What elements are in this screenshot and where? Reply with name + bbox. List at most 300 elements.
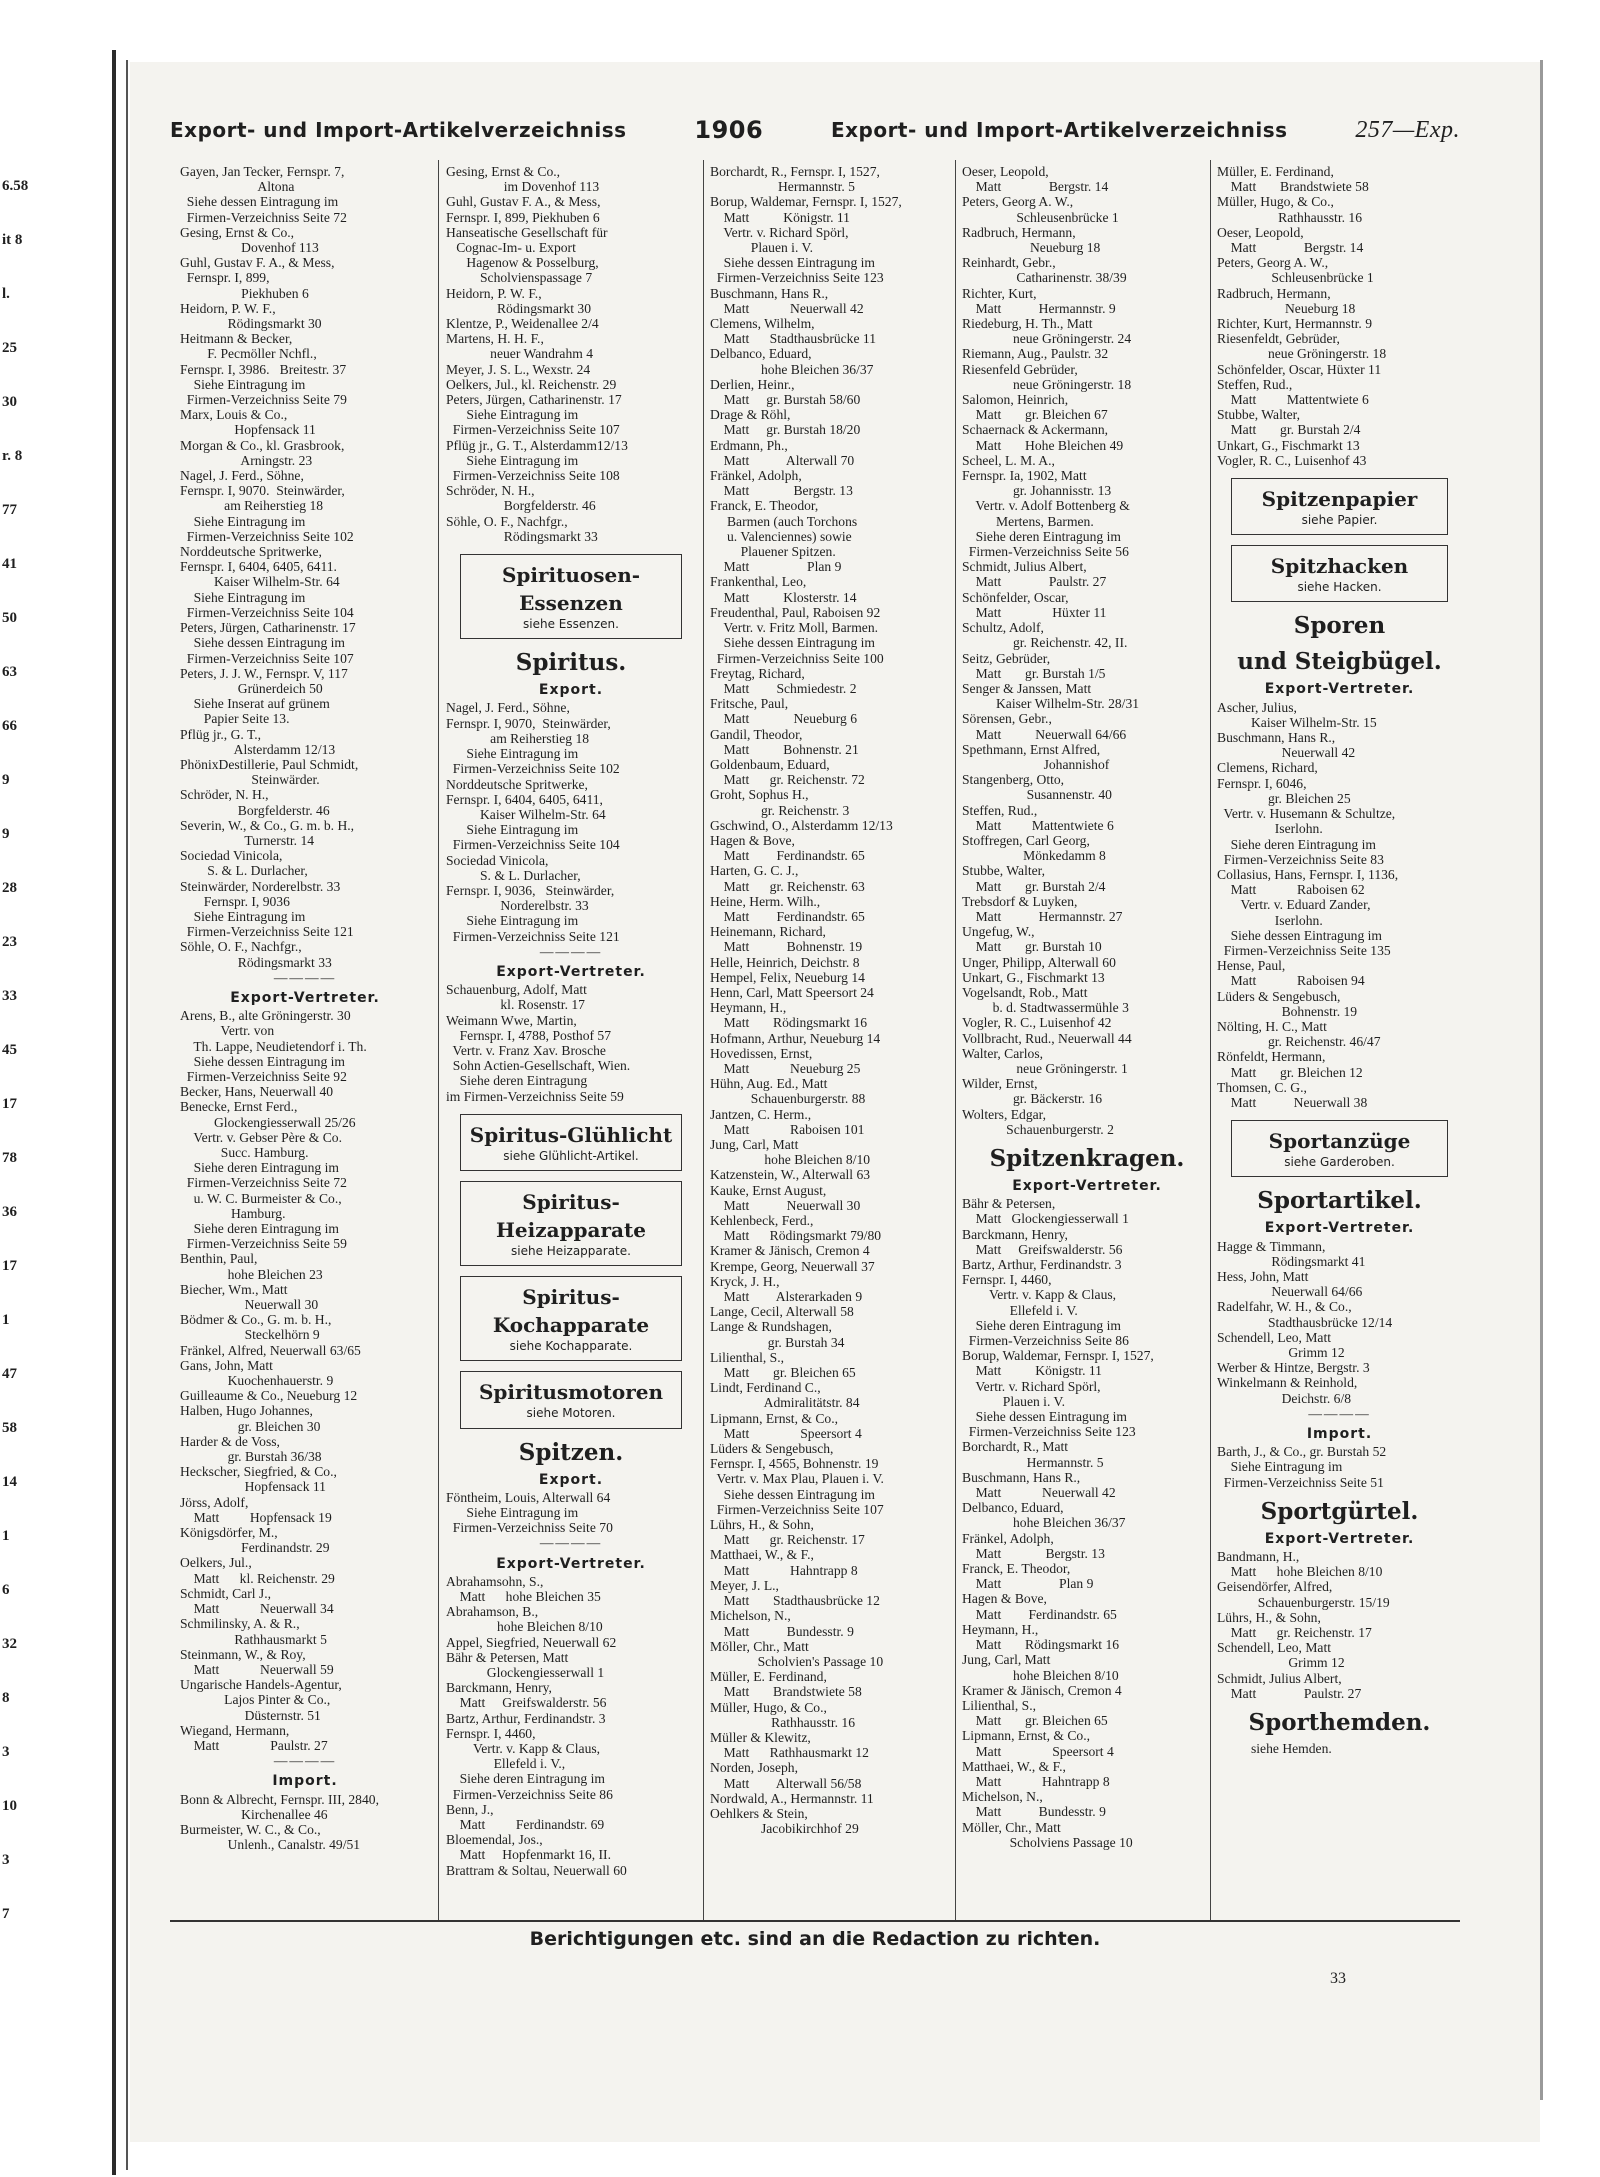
- directory-entry-line: Matt gr. Reichenstr. 72: [710, 772, 865, 788]
- directory-entry-line: gr. Reichenstr. 3: [710, 802, 850, 818]
- directory-entry-line: Vertr. v. Kapp & Claus,: [446, 1741, 601, 1757]
- edge-fragment: 8: [2, 1690, 10, 1706]
- directory-entry-line: Firmen-Verzeichniss Seite 123: [962, 1424, 1136, 1440]
- directory-entry-line: Vertr. v. Max Plau, Plauen i. V.: [710, 1471, 884, 1487]
- edge-fragment: 9: [2, 826, 10, 842]
- directory-entry-line: gr. Johannisstr. 13: [962, 483, 1112, 499]
- directory-entry-line: Matt Königstr. 11: [710, 209, 850, 225]
- directory-entry-line: Matt Greifswalderstr. 56: [962, 1241, 1123, 1257]
- directory-entry-line: neue Gröningerstr. 18: [962, 376, 1132, 392]
- directory-entry-line: Hagenow & Posselburg,: [446, 255, 599, 271]
- edge-fragment: 1: [2, 1312, 10, 1328]
- edge-fragment: 9: [2, 772, 10, 788]
- directory-entry-line: Barmen (auch Torchons: [710, 513, 858, 529]
- directory-entry-line: Radbruch, Hermann,: [962, 224, 1076, 240]
- directory-entry-line: Winkelmann & Reinhold,: [1217, 1375, 1358, 1391]
- directory-entry-line: Hovedissen, Ernst,: [710, 1045, 813, 1061]
- directory-entry-line: Neuerwall 42: [1217, 745, 1356, 761]
- directory-entry-line: Schendell, Leo, Matt: [1217, 1640, 1332, 1656]
- footer-rule: [170, 1920, 1460, 1922]
- page-binding-edge-inner: [126, 60, 128, 2170]
- directory-entry-line: Stubbe, Walter,: [962, 863, 1046, 879]
- directory-entry-line: Schauenburg, Adolf, Matt: [446, 982, 587, 998]
- directory-entry-line: Wilder, Ernst,: [962, 1076, 1038, 1092]
- directory-entry-line: Gayen, Jan Tecker, Fernspr. 7,: [180, 164, 345, 179]
- directory-entry-line: Meyer, J. S. L., Wexstr. 24: [446, 361, 591, 377]
- directory-entry-line: gr. Burstah 34: [710, 1334, 845, 1350]
- directory-entry-line: Freytag, Richard,: [710, 665, 805, 681]
- directory-entry-line: Neueburg 18: [1217, 300, 1356, 316]
- edge-fragment: 23: [2, 934, 17, 950]
- directory-entry-line: Hermannstr. 5: [962, 1454, 1104, 1470]
- edge-fragment: 3: [2, 1852, 10, 1868]
- directory-entry-line: Harten, G. C. J.,: [710, 863, 799, 879]
- directory-entry-line: Matt Neuerwall 42: [962, 1485, 1116, 1501]
- directory-entry-line: Katzenstein, W., Alterwall 63: [710, 1167, 871, 1183]
- directory-entry-line: Siehe deren Eintragung im: [446, 1771, 605, 1787]
- directory-entry-line: Matt Glockengiesserwall 1: [962, 1211, 1129, 1227]
- directory-entry-line: Bloemendal, Jos.,: [446, 1832, 543, 1848]
- directory-entry-line: Heitmann & Becker,: [180, 331, 293, 347]
- directory-entry-line: Matt Bergstr. 13: [710, 483, 853, 499]
- directory-entry-line: Bähr & Petersen, Matt: [446, 1649, 569, 1665]
- directory-entry-line: Siehe dessen Eintragung im: [1217, 927, 1382, 943]
- directory-entry-line: Klentze, P., Weidenallee 2/4: [446, 316, 599, 332]
- directory-entry-line: hohe Bleichen 23: [180, 1266, 323, 1282]
- directory-entry-line: Nordwald, A., Hermannstr. 11: [710, 1790, 874, 1806]
- directory-entry-line: Matt kl. Reichenstr. 29: [180, 1570, 335, 1586]
- directory-entry-line: Matt Neueburg 6: [710, 711, 857, 727]
- directory-entry-line: Geisendörfer, Alfred,: [1217, 1579, 1333, 1595]
- directory-entry-line: Harder & de Voss,: [180, 1433, 280, 1449]
- directory-entry-line: Fernspr. I, 6404, 6405, 6411.: [180, 559, 337, 575]
- directory-entry-line: Schönfelder, Oscar,: [962, 589, 1069, 605]
- directory-entry-line: Matt hohe Bleichen 35: [446, 1589, 601, 1604]
- directory-entry-line: Kaiser Wilhelm-Str. 15: [1217, 714, 1377, 730]
- directory-entry-line: Delbanco, Eduard,: [710, 346, 812, 362]
- directory-entry-line: Scholviens Passage 10: [962, 1834, 1133, 1850]
- directory-entry-line: Hagen & Bove,: [710, 832, 795, 848]
- directory-entry-line: neue Gröningerstr. 18: [1217, 346, 1387, 362]
- directory-entry-line: Michelson, N.,: [710, 1608, 791, 1624]
- directory-entry-line: Firmen-Verzeichniss Seite 102: [446, 761, 620, 777]
- directory-entry-line: Lüders & Sengebusch,: [1217, 988, 1341, 1004]
- directory-entry-line: Jörss, Adolf,: [180, 1494, 249, 1510]
- edge-fragment: 1: [2, 1528, 10, 1544]
- directory-entry-line: Firmen-Verzeichniss Seite 92: [180, 1068, 347, 1084]
- column-divider: [438, 160, 439, 1920]
- directory-entry-line: Müller & Klewitz,: [710, 1729, 811, 1745]
- directory-entry-line: Siehe Eintragung im: [446, 746, 579, 762]
- directory-entry-line: Groht, Sophus H.,: [710, 787, 809, 803]
- edge-fragment: 77: [2, 502, 17, 518]
- directory-entry-line: Barckmann, Henry,: [962, 1226, 1068, 1242]
- directory-entry-line: Grünerdeich 50: [180, 680, 323, 696]
- directory-entry-line: Steinwärder.: [180, 772, 320, 788]
- directory-entry-line: Scholvienspassage 7: [446, 270, 593, 286]
- section-label: Export-Vertreter.: [496, 1555, 646, 1572]
- header-page-number: 257—Exp.: [1355, 116, 1460, 143]
- directory-entry-line: Lange, Cecil, Alterwall 58: [710, 1304, 854, 1320]
- edge-fragment: 66: [2, 718, 17, 734]
- directory-entry-line: Siehe Eintragung im: [180, 908, 306, 924]
- directory-entry-line: Siehe deren Eintragung im: [962, 1317, 1121, 1333]
- directory-entry-line: Jacobikirchhof 29: [710, 1821, 859, 1837]
- directory-entry-line: Gesing, Ernst & Co.,: [446, 164, 561, 179]
- directory-entry-line: Peters, J. J. W., Fernspr. V, 117: [180, 665, 348, 681]
- directory-entry-line: Vertr. v. Gebser Père & Co.: [180, 1129, 342, 1145]
- column-4: [962, 164, 1212, 1850]
- category-title: Spirituosen-Essenzen: [501, 563, 641, 616]
- directory-entry-line: Siehe dessen Eintragung im: [962, 1409, 1127, 1425]
- section-label: Export-Vertreter.: [230, 989, 380, 1006]
- directory-entry-line: Marx, Louis & Co.,: [180, 407, 288, 423]
- directory-entry-line: Matt Neuerwall 42: [710, 300, 864, 316]
- directory-entry-line: Müller, E. Ferdinand,: [1217, 164, 1334, 179]
- directory-entry-line: Norddeutsche Spritwerke,: [446, 776, 588, 792]
- category-title: Spitzenpapier: [1261, 487, 1418, 512]
- directory-entry-line: S. & L. Durlacher,: [180, 863, 308, 879]
- page-binding-edge: [112, 50, 116, 2175]
- directory-entry-line: Erdmann, Ph.,: [710, 437, 788, 453]
- directory-entry-line: Firmen-Verzeichniss Seite 83: [1217, 851, 1384, 867]
- directory-entry-line: Matt Ferdinandstr. 69: [446, 1817, 605, 1833]
- directory-entry-line: Fränkel, Adolph,: [962, 1530, 1054, 1546]
- directory-entry-line: im Dovenhof 113: [446, 179, 600, 195]
- category-box: [460, 1181, 682, 1266]
- directory-entry-line: Vertr. v. Richard Spörl,: [962, 1378, 1101, 1394]
- directory-entry-line: Krempe, Georg, Neuerwall 37: [710, 1258, 875, 1274]
- directory-entry-line: Iserlohn.: [1217, 821, 1323, 837]
- directory-entry-line: Vogler, R. C., Luisenhof 42: [962, 1015, 1112, 1031]
- directory-entry-line: Fritsche, Paul,: [710, 696, 789, 712]
- category-box: [1231, 545, 1448, 602]
- directory-entry-line: Matt Hahntrapp 8: [962, 1773, 1110, 1789]
- directory-entry-line: Kramer & Jänisch, Cremon 4: [710, 1243, 870, 1259]
- directory-entry-line: Mertens, Barmen.: [962, 513, 1094, 529]
- directory-entry-line: Lilienthal, S.,: [962, 1697, 1037, 1713]
- separator: ————: [539, 943, 603, 959]
- directory-entry-line: Firmen-Verzeichniss Seite 107: [180, 650, 354, 666]
- directory-entry-line: Martens, H. H. F.,: [446, 331, 544, 347]
- directory-entry-line: Matt Neueburg 25: [710, 1060, 861, 1076]
- directory-entry-line: Hagge & Timmann,: [1217, 1238, 1326, 1254]
- directory-entry-line: Freudenthal, Paul, Raboisen 92: [710, 604, 881, 620]
- directory-entry-line: Firmen-Verzeichniss Seite 135: [1217, 942, 1391, 958]
- directory-entry-line: Firmen-Verzeichniss Seite 86: [446, 1786, 613, 1802]
- directory-entry-line: Siehe dessen Eintragung im: [180, 635, 345, 651]
- category-reference: siehe Hacken.: [1297, 580, 1382, 595]
- directory-entry-line: Schauenburgerstr. 15/19: [1217, 1594, 1390, 1610]
- directory-entry-line: Matt Raboisen 101: [710, 1121, 865, 1137]
- directory-entry-line: Bandmann, H.,: [1217, 1549, 1300, 1565]
- directory-entry-line: Borchardt, R., Matt: [962, 1439, 1069, 1455]
- directory-entry-line: Siehe Eintragung im: [446, 407, 579, 423]
- directory-entry-line: Matt Neuerwall 34: [180, 1601, 334, 1617]
- footnote-number: 33: [1330, 1970, 1346, 1987]
- directory-entry-line: Matt gr. Burstah 18/20: [710, 422, 861, 438]
- directory-entry-line: Richter, Kurt,: [962, 285, 1037, 301]
- directory-entry-line: Hense, Paul,: [1217, 958, 1286, 974]
- directory-entry-line: Schaernack & Ackermann,: [962, 422, 1109, 438]
- directory-entry-line: Firmen-Verzeichniss Seite 107: [710, 1501, 884, 1517]
- category-title: Spiritusmotoren: [478, 1380, 664, 1405]
- column-divider: [1210, 160, 1211, 1920]
- directory-entry-line: Hopfensack 11: [180, 422, 316, 438]
- directory-entry-line: Matt Hermannstr. 9: [962, 300, 1116, 316]
- directory-entry-line: Matt Bohnenstr. 21: [710, 741, 859, 757]
- category-title: Spiritus-Heizapparate: [496, 1189, 646, 1242]
- directory-entry-line: Rödingsmarkt 41: [1217, 1253, 1366, 1269]
- directory-entry-line: neue Gröningerstr. 1: [962, 1060, 1128, 1076]
- directory-entry-line: Fernspr. I, 6404, 6405, 6411,: [446, 791, 603, 807]
- directory-entry-line: Glockengiesserwall 1: [446, 1665, 605, 1681]
- directory-entry-line: Alsterdamm 12/13: [180, 741, 336, 757]
- directory-entry-line: Siehe dessen Eintragung im: [710, 255, 875, 271]
- directory-entry-line: Plauener Spitzen.: [710, 544, 836, 560]
- category-title: Spitzhacken: [1270, 554, 1409, 579]
- edge-fragment: 6.58: [2, 178, 29, 194]
- directory-entry-line: Matt Mattentwiete 6: [1217, 392, 1369, 408]
- directory-entry-line: Borgfelderstr. 46: [446, 498, 596, 514]
- directory-entry-line: Kryck, J. H.,: [710, 1273, 780, 1289]
- directory-entry-line: Schröder, N. H.,: [446, 483, 535, 499]
- directory-entry-line: Pflüg jr., G. T.,: [180, 726, 262, 742]
- directory-entry-line: Oehlkers & Stein,: [710, 1805, 808, 1821]
- directory-entry-line: Matt Bergstr. 14: [1217, 240, 1364, 256]
- directory-entry-line: Jantzen, C. Herm.,: [710, 1106, 812, 1122]
- directory-entry-line: Radbruch, Hermann,: [1217, 285, 1331, 301]
- directory-entry-line: Matt Stadthausbrücke 11: [710, 331, 876, 347]
- directory-entry-line: Riedeburg, H. Th., Matt: [962, 316, 1093, 332]
- directory-entry-line: Matt gr. Bleichen 65: [710, 1365, 856, 1381]
- footer-notice: Berichtigungen etc. sind an die Redaction zu richten.: [529, 1928, 1101, 1950]
- directory-entry-line: Wolters, Edgar,: [962, 1106, 1047, 1122]
- directory-entry-line: Bartz, Arthur, Ferdinandstr. 3: [962, 1257, 1122, 1273]
- directory-entry-line: Möller, Chr., Matt: [710, 1638, 809, 1654]
- directory-entry-line: Kaiser Wilhelm-Str. 64: [180, 574, 340, 590]
- directory-entry-line: gr. Reichenstr. 42, II.: [962, 635, 1128, 651]
- directory-entry-line: Firmen-Verzeichniss Seite 108: [446, 468, 620, 484]
- directory-entry-line: Werber & Hintze, Bergstr. 3: [1217, 1360, 1370, 1376]
- directory-entry-line: Benecke, Ernst Ferd.,: [180, 1099, 298, 1115]
- directory-entry-line: Matt gr. Reichenstr. 63: [710, 878, 865, 894]
- directory-entry-line: Ascher, Julius,: [1217, 699, 1297, 715]
- directory-entry-line: Seitz, Gebrüder,: [962, 650, 1051, 666]
- directory-entry-line: Rödingsmarkt 33: [180, 954, 332, 970]
- directory-entry-line: Matt hohe Bleichen 8/10: [1217, 1564, 1383, 1580]
- directory-entry-line: Halben, Hugo Johannes,: [180, 1403, 313, 1419]
- column-3: [710, 164, 960, 1836]
- edge-fragment: 28: [2, 880, 17, 896]
- category-box: [1231, 1120, 1448, 1177]
- directory-entry-line: Gesing, Ernst & Co.,: [180, 224, 295, 240]
- column-1: [180, 164, 430, 1852]
- directory-entry-line: Unkart, G., Fischmarkt 13: [962, 969, 1105, 985]
- directory-entry-line: Fernspr. I, 4788, Posthof 57: [446, 1027, 612, 1043]
- category-box: [1231, 478, 1448, 535]
- directory-entry-line: Sohn Actien-Gesellschaft, Wien.: [446, 1058, 631, 1074]
- directory-entry-line: Fernspr. I, 4565, Bohnenstr. 19: [710, 1456, 879, 1472]
- category-heading: Spiritus.: [515, 649, 627, 677]
- directory-entry-line: PhönixDestillerie, Paul Schmidt,: [180, 756, 359, 772]
- directory-entry-line: Ungarische Handels-Agentur,: [180, 1677, 342, 1693]
- category-box: [460, 1276, 682, 1361]
- separator: ————: [273, 969, 337, 985]
- category-title: Spiritus-Kochapparate: [492, 1285, 650, 1338]
- directory-entry-line: Gans, John, Matt: [180, 1357, 273, 1373]
- directory-entry-line: Radelfahr, W. H., & Co.,: [1217, 1299, 1352, 1315]
- directory-entry-line: Rönfeldt, Hermann,: [1217, 1049, 1326, 1065]
- directory-entry-line: Nölting, H. C., Matt: [1217, 1018, 1327, 1034]
- directory-entry-line: Kauke, Ernst August,: [710, 1182, 827, 1198]
- directory-entry-line: Lüders & Sengebusch,: [710, 1441, 834, 1457]
- directory-entry-line: Fränkel, Adolph,: [710, 468, 802, 484]
- directory-entry-line: Matt Raboisen 62: [1217, 882, 1365, 898]
- directory-entry-line: Salomon, Heinrich,: [962, 392, 1069, 408]
- directory-entry-line: kl. Rosenstr. 17: [446, 997, 585, 1013]
- directory-entry-line: Gschwind, O., Alsterdamm 12/13: [710, 817, 893, 833]
- column-divider: [955, 160, 956, 1920]
- directory-entry-line: Matt Brandstwiete 58: [1217, 179, 1369, 195]
- directory-entry-line: Abrahamsohn, S.,: [446, 1573, 544, 1589]
- directory-entry-line: Firmen-Verzeichniss Seite 72: [180, 209, 347, 225]
- directory-entry-line: Matt Klosterstr. 14: [710, 589, 857, 605]
- directory-entry-line: Schmilinsky, A. & R.,: [180, 1616, 300, 1632]
- directory-entry-line: Matt Alterwall 70: [710, 452, 855, 468]
- directory-entry-line: Vertr. v. Fritz Moll, Barmen.: [710, 620, 879, 636]
- category-reference: siehe Kochapparate.: [509, 1339, 633, 1354]
- directory-entry-line: Succ. Hamburg.: [180, 1145, 309, 1160]
- edge-fragment: 41: [2, 556, 17, 572]
- directory-entry-line: Matt Bundesstr. 9: [710, 1623, 854, 1639]
- directory-entry-line: Dovenhof 113: [180, 240, 319, 256]
- category-heading: Sportartikel.: [1257, 1187, 1422, 1215]
- directory-entry-line: Fernspr. I, 3986. Breitestr. 37: [180, 361, 347, 377]
- category-title: Spiritus-Glühlicht: [469, 1122, 673, 1147]
- directory-entry-line: Matthaei, W., & F.,: [710, 1547, 814, 1563]
- category-box: [460, 1371, 682, 1428]
- directory-entry-line: Matt gr. Burstah 2/4: [962, 878, 1106, 894]
- directory-entry-line: Matt Hopfensack 19: [180, 1509, 332, 1525]
- directory-entry-line: Hopfensack 11: [180, 1479, 326, 1495]
- directory-entry-line: am Reiherstieg 18: [180, 498, 324, 514]
- directory-entry-line: Clemens, Richard,: [1217, 760, 1318, 776]
- directory-entry-line: Stangenberg, Otto,: [962, 772, 1065, 788]
- edge-fragment: 47: [2, 1366, 17, 1382]
- directory-entry-line: Abrahamson, B.,: [446, 1604, 539, 1620]
- directory-entry-line: Matt Bundesstr. 9: [962, 1804, 1106, 1820]
- directory-entry-line: Glockengiesserwall 25/26: [180, 1114, 356, 1130]
- directory-entry-line: Matt Hohe Bleichen 49: [962, 437, 1124, 453]
- directory-entry-line: Föntheim, Louis, Alterwall 64: [446, 1489, 611, 1505]
- directory-entry-line: Hempel, Felix, Neueburg 14: [710, 969, 865, 985]
- directory-entry-line: Siehe dessen Eintragung im: [710, 635, 875, 651]
- directory-entry-line: Hagen & Bove,: [962, 1591, 1047, 1607]
- directory-entry-line: Vertr. v. Franz Xav. Brosche: [446, 1042, 606, 1058]
- edge-fragment: 50: [2, 610, 17, 626]
- directory-entry-line: Sociedad Vinicola,: [446, 852, 549, 868]
- section-label: Export-Vertreter.: [1264, 1530, 1415, 1547]
- directory-entry-line: Firmen-Verzeichniss Seite 121: [446, 928, 620, 944]
- edge-fragment: 78: [2, 1150, 17, 1166]
- directory-entry-line: Guilleaume & Co., Neueburg 12: [180, 1388, 358, 1404]
- directory-entry-line: Delbanco, Eduard,: [962, 1500, 1064, 1516]
- directory-entry-line: Reinhardt, Gebr.,: [962, 255, 1056, 271]
- directory-entry-line: Kaiser Wilhelm-Str. 28/31: [962, 696, 1140, 712]
- edge-fragment: 6: [2, 1582, 10, 1598]
- directory-entry-line: gr. Bleichen 25: [1217, 790, 1351, 806]
- directory-entry-line: Steinmann, W., & Roy,: [180, 1646, 306, 1662]
- directory-entry-line: Ungefug, W.,: [962, 924, 1035, 940]
- directory-entry-line: Susannenstr. 40: [962, 787, 1112, 803]
- directory-entry-line: Iserlohn.: [1217, 912, 1323, 928]
- directory-entry-line: Schleusenbrücke 1: [1217, 270, 1374, 286]
- directory-entry-line: Severin, W., & Co., G. m. b. H.,: [180, 817, 355, 833]
- directory-entry-line: Siehe Eintragung im: [446, 1504, 579, 1520]
- directory-entry-line: Bonn & Albrecht, Fernspr. III, 2840,: [180, 1791, 379, 1807]
- directory-entry-line: Firmen-Verzeichniss Seite 121: [180, 924, 354, 940]
- directory-entry-line: Vertr. v. Kapp & Claus,: [962, 1287, 1117, 1303]
- directory-entry-line: Spethmann, Ernst Alfred,: [962, 741, 1101, 757]
- directory-entry-line: Schmidt, Carl J.,: [180, 1585, 272, 1601]
- directory-entry-line: Michelson, N.,: [962, 1789, 1043, 1805]
- directory-entry-line: Lilienthal, S.,: [710, 1349, 785, 1365]
- directory-entry-line: Pflüg jr., G. T., Alsterdamm12/13: [446, 437, 628, 453]
- directory-entry-line: Matt Ferdinandstr. 65: [710, 848, 865, 864]
- edge-fragment: 10: [2, 1798, 17, 1814]
- directory-entry-line: u. W. C. Burmeister & Co.,: [180, 1190, 342, 1206]
- directory-entry-line: Schönfelder, Oscar, Hüxter 11: [1217, 361, 1382, 377]
- directory-entry-line: Becker, Hans, Neuerwall 40: [180, 1084, 334, 1100]
- directory-entry-line: Vogelsandt, Rob., Matt: [962, 984, 1088, 1000]
- column-divider: [703, 160, 704, 1920]
- directory-entry-line: Buschmann, Hans R.,: [1217, 730, 1336, 746]
- edge-fragment: 3: [2, 1744, 10, 1760]
- directory-entry-line: Firmen-Verzeichniss Seite 59: [180, 1236, 347, 1252]
- page-header: [170, 112, 1460, 148]
- directory-entry-line: Heckscher, Siegfried, & Co.,: [180, 1464, 337, 1480]
- directory-entry-line: Lührs, H., & Sohn,: [710, 1517, 814, 1533]
- directory-entry-line: Siehe Eintragung im: [180, 376, 306, 392]
- directory-entry-line: Ellefeld i. V.,: [446, 1756, 566, 1772]
- directory-entry-line: Weimann Wwe, Martin,: [446, 1012, 577, 1028]
- directory-entry-line: Neueburg 18: [962, 240, 1101, 256]
- directory-entry-line: Meyer, J. L.,: [710, 1577, 779, 1593]
- edge-fragment: r. 8: [2, 448, 23, 464]
- directory-entry-line: Matt Greifswalderstr. 56: [446, 1695, 607, 1711]
- directory-entry-line: Siehe Eintragung im: [180, 513, 306, 529]
- directory-entry-line: Firmen-Verzeichniss Seite 123: [710, 270, 884, 286]
- edge-fragment: 17: [2, 1258, 17, 1274]
- directory-entry-line: Matt Hahntrapp 8: [710, 1562, 858, 1578]
- directory-entry-line: Müller, E. Ferdinand,: [710, 1669, 827, 1685]
- directory-entry-line: Matt Paulstr. 27: [1217, 1685, 1362, 1701]
- directory-entry-line: Papier Seite 13.: [180, 711, 290, 727]
- header-left-title: Export- und Import-Artikelverzeichniss: [170, 118, 627, 142]
- directory-entry-line: Siehe deren Eintragung im: [180, 1221, 339, 1237]
- directory-entry-line: Rathhausstr. 16: [1217, 209, 1362, 225]
- directory-entry-line: Matt Paulstr. 27: [962, 574, 1107, 590]
- directory-entry-line: gr. Bleichen 30: [180, 1418, 321, 1434]
- directory-entry-line: Siehe Eintragung im: [180, 589, 306, 605]
- directory-entry-line: Grimm 12: [1217, 1655, 1345, 1671]
- edge-fragment: l.: [2, 286, 10, 302]
- directory-entry-line: Bartz, Arthur, Ferdinandstr. 3: [446, 1710, 606, 1726]
- directory-entry-line: Matt Ferdinandstr. 65: [962, 1606, 1117, 1622]
- directory-entry-line: Vogler, R. C., Luisenhof 43: [1217, 452, 1367, 468]
- header-right-title: Export- und Import-Artikelverzeichniss: [830, 118, 1288, 142]
